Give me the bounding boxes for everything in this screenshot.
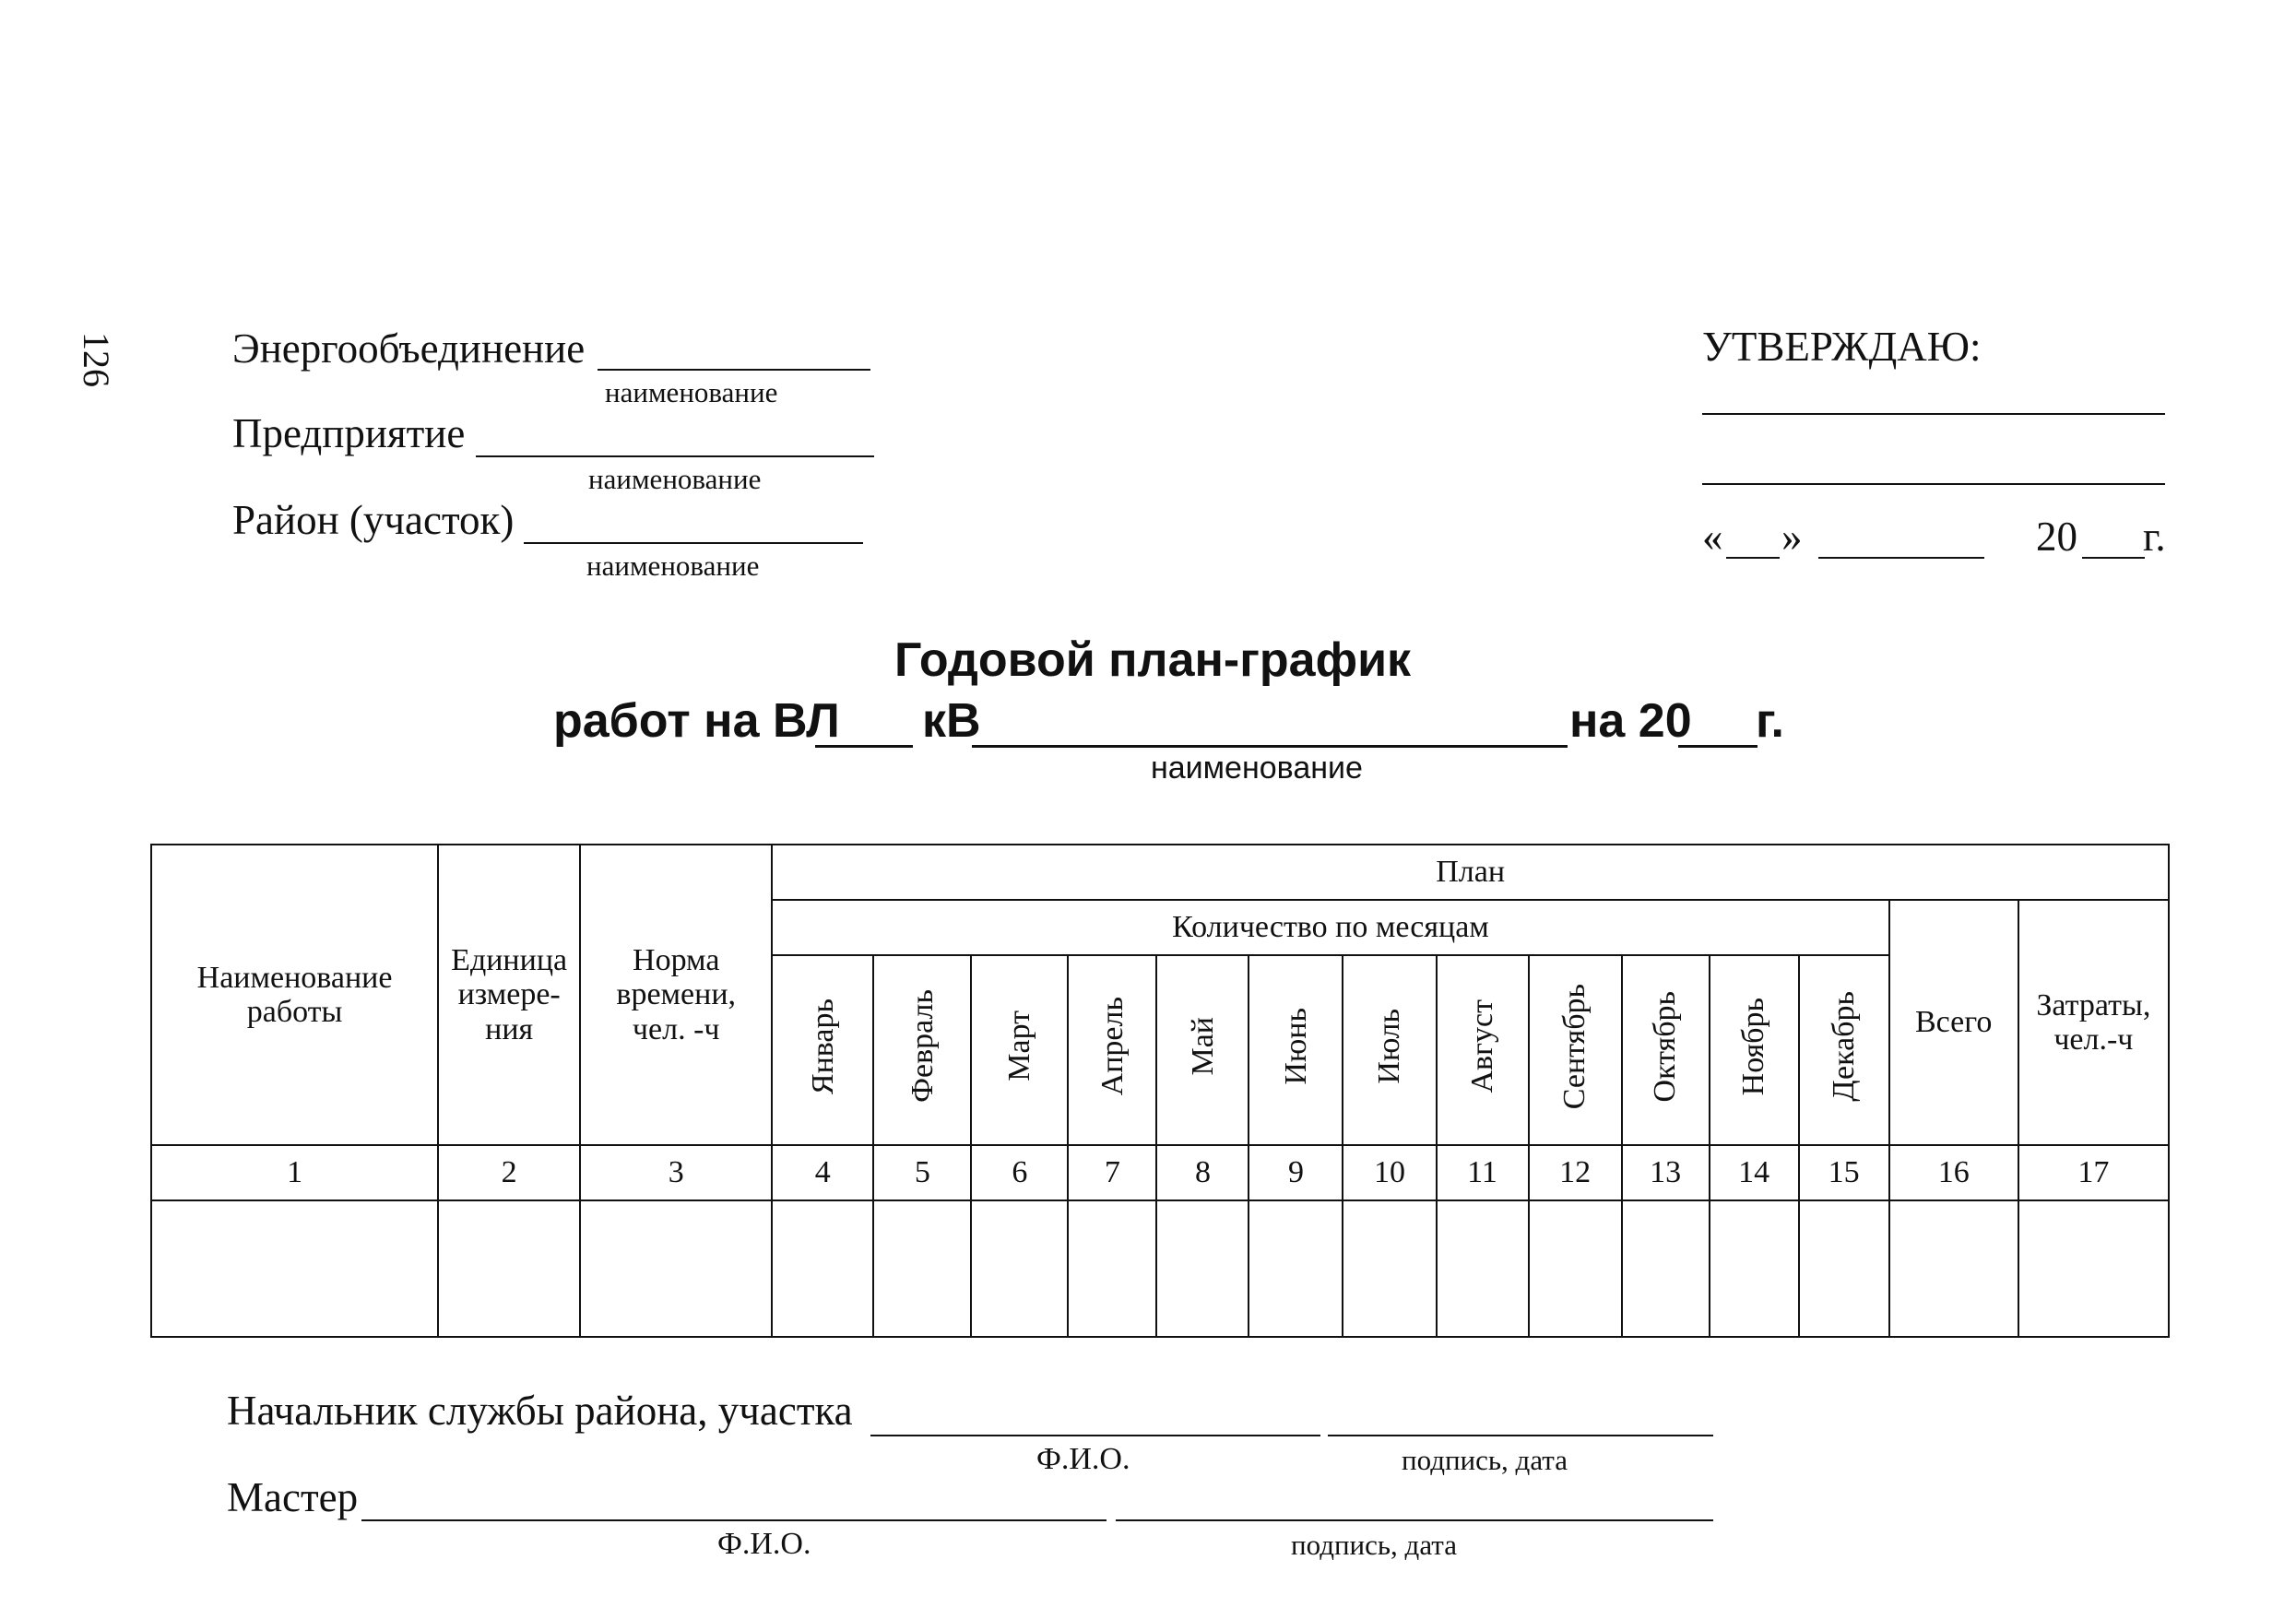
column-number: 5	[873, 1145, 971, 1200]
column-number: 2	[438, 1145, 580, 1200]
column-number: 12	[1529, 1145, 1622, 1200]
col-header-unit-line2: измере-	[457, 977, 561, 1012]
month-label: Май	[1185, 1017, 1220, 1076]
month-header-jun	[1249, 955, 1343, 1145]
work-name-cell[interactable]	[151, 1200, 438, 1337]
col-header-time-norm	[580, 845, 772, 1145]
month-cell[interactable]	[1622, 1200, 1710, 1337]
chief-name-field[interactable]	[870, 1435, 1320, 1436]
col-header-unit-line3: ния	[485, 1011, 534, 1046]
month-header-jan	[772, 955, 873, 1145]
column-number: 8	[1156, 1145, 1249, 1200]
approval-day-field[interactable]	[1726, 557, 1780, 559]
district-caption: наименование	[586, 550, 760, 582]
month-label: Февраль	[905, 989, 940, 1104]
approval-year-suffix: г.	[2143, 514, 2166, 560]
month-header-aug	[1437, 955, 1529, 1145]
month-cell[interactable]	[1249, 1200, 1343, 1337]
month-cell[interactable]	[1710, 1200, 1799, 1337]
approval-title: УТВЕРЖДАЮ:	[1702, 324, 1982, 370]
col-header-work-name: Наименование работы	[151, 845, 438, 1145]
column-number: 3	[580, 1145, 772, 1200]
approval-date-close-quote: »	[1781, 514, 1803, 560]
chief-name-caption: Ф.И.О.	[1036, 1442, 1130, 1476]
col-header-norm-line3: чел. -ч	[632, 1011, 720, 1046]
district-field[interactable]	[524, 542, 863, 544]
month-label: Январь	[805, 998, 840, 1094]
month-header-apr	[1068, 955, 1156, 1145]
master-signature-field[interactable]	[1116, 1519, 1713, 1521]
chief-label: Начальник службы района, участка	[227, 1388, 853, 1434]
month-header-oct	[1622, 955, 1710, 1145]
month-label: Март	[1002, 1010, 1037, 1082]
month-label: Апрель	[1095, 997, 1130, 1096]
total-cell[interactable]	[1889, 1200, 2018, 1337]
col-header-cost-line1: Затраты,	[2036, 987, 2151, 1022]
month-header-may	[1156, 955, 1249, 1145]
approval-month-field[interactable]	[1818, 557, 1984, 559]
month-cell[interactable]	[1068, 1200, 1156, 1337]
col-header-total: Всего	[1889, 900, 2018, 1145]
month-cell[interactable]	[1529, 1200, 1622, 1337]
column-number: 10	[1343, 1145, 1436, 1200]
col-header-by-month: Количество по месяцам	[772, 900, 1888, 955]
month-cell[interactable]	[971, 1200, 1068, 1337]
month-cell[interactable]	[873, 1200, 971, 1337]
title-line2-part1: работ на ВЛ	[553, 694, 840, 748]
col-header-unit	[438, 845, 580, 1145]
time-norm-cell[interactable]	[580, 1200, 772, 1337]
energy-association-field[interactable]	[598, 369, 870, 371]
column-number: 13	[1622, 1145, 1710, 1200]
master-name-caption: Ф.И.О.	[717, 1527, 811, 1561]
voltage-field[interactable]	[815, 745, 913, 748]
column-number-row	[151, 1145, 2169, 1200]
line-name-caption: наименование	[1151, 750, 1363, 786]
cost-cell[interactable]	[2018, 1200, 2169, 1337]
chief-signature-field[interactable]	[1328, 1435, 1713, 1436]
month-label: Октябрь	[1648, 990, 1683, 1103]
master-name-field[interactable]	[361, 1519, 1107, 1521]
title-line2-part4: г.	[1756, 694, 1784, 748]
month-cell[interactable]	[1799, 1200, 1889, 1337]
master-label: Мастер	[227, 1474, 359, 1520]
district-label: Район (участок)	[232, 497, 515, 543]
approval-position-line[interactable]	[1702, 413, 2165, 415]
approval-date-open-quote: «	[1702, 514, 1723, 560]
energy-association-label: Энергообъединение	[232, 325, 586, 372]
title-line2-part2: кВ	[922, 694, 981, 748]
month-label: Ноябрь	[1736, 997, 1771, 1095]
month-cell[interactable]	[1437, 1200, 1529, 1337]
column-number: 15	[1799, 1145, 1889, 1200]
month-label: Декабрь	[1826, 991, 1861, 1102]
enterprise-caption: наименование	[588, 463, 762, 495]
month-header-mar	[971, 955, 1068, 1145]
month-label: Сентябрь	[1557, 983, 1592, 1109]
enterprise-label: Предприятие	[232, 410, 466, 456]
month-header-sep	[1529, 955, 1622, 1145]
approval-year-prefix: 20	[2036, 514, 2077, 560]
month-cell[interactable]	[1343, 1200, 1436, 1337]
column-number: 17	[2018, 1145, 2169, 1200]
table-row	[151, 1200, 2169, 1337]
col-header-plan: План	[772, 845, 2169, 900]
chief-signature-caption: подпись, дата	[1402, 1444, 1568, 1476]
line-name-field[interactable]	[972, 745, 1568, 748]
approval-name-line[interactable]	[1702, 483, 2165, 485]
month-cell[interactable]	[772, 1200, 873, 1337]
page-number: 126	[76, 332, 117, 387]
column-number: 4	[772, 1145, 873, 1200]
master-signature-caption: подпись, дата	[1291, 1529, 1457, 1561]
column-number: 7	[1068, 1145, 1156, 1200]
month-header-feb	[873, 955, 971, 1145]
unit-cell[interactable]	[438, 1200, 580, 1337]
column-number: 14	[1710, 1145, 1799, 1200]
enterprise-field[interactable]	[476, 455, 874, 457]
col-header-cost	[2018, 900, 2169, 1145]
column-number: 11	[1437, 1145, 1529, 1200]
column-number: 9	[1249, 1145, 1343, 1200]
column-number: 6	[971, 1145, 1068, 1200]
col-header-cost-line2: чел.-ч	[2053, 1022, 2134, 1057]
plan-table	[150, 844, 2170, 1338]
month-label: Июль	[1372, 1009, 1407, 1084]
col-header-norm-line2: времени,	[616, 977, 737, 1012]
document-title: Годовой план-график	[894, 633, 1412, 687]
month-header-nov	[1710, 955, 1799, 1145]
column-number: 16	[1889, 1145, 2018, 1200]
month-label: Июнь	[1278, 1007, 1313, 1085]
month-label: Август	[1464, 999, 1499, 1093]
month-header-jul	[1343, 955, 1436, 1145]
month-cell[interactable]	[1156, 1200, 1249, 1337]
month-header-dec	[1799, 955, 1889, 1145]
energy-association-caption: наименование	[605, 376, 778, 408]
plan-year-field[interactable]	[1678, 745, 1758, 748]
approval-year-field[interactable]	[2082, 557, 2145, 559]
title-line2-part3: на 20	[1569, 694, 1692, 748]
column-number: 1	[151, 1145, 438, 1200]
col-header-unit-line1: Единица	[451, 942, 568, 977]
col-header-norm-line1: Норма	[633, 942, 720, 977]
